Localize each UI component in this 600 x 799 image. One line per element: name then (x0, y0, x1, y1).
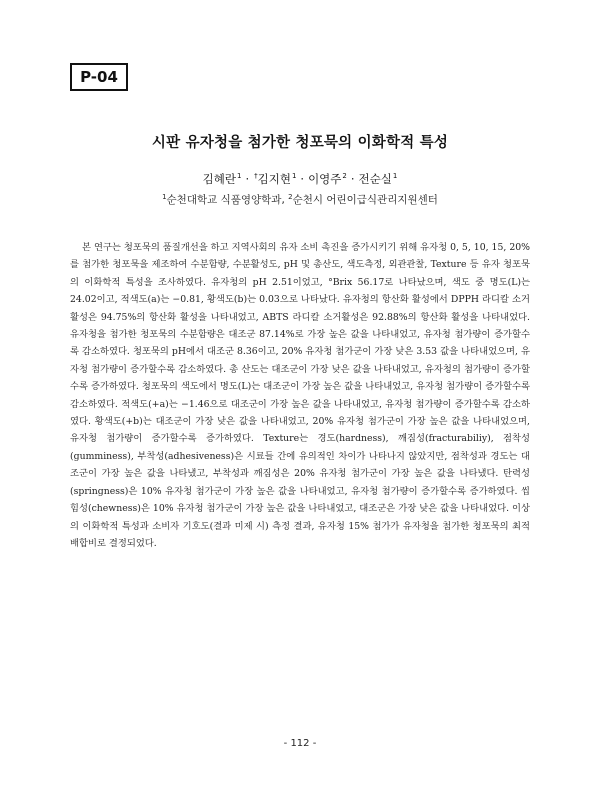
session-tag: P-04 (70, 63, 128, 91)
page-number: - 112 - (283, 738, 317, 749)
affiliation: $^1$순천대학교 식품영양학과, (162, 193, 285, 206)
author-name: †김지현$^1$ (254, 172, 297, 186)
author-separator: · (300, 172, 305, 186)
affiliation-line (0, 192, 600, 207)
abstract-body: 본 연구는 청포묵의 품질개선을 하고 지역사회의 유자 소비 촉진을 증가시키기 위해 유자청 0, 5, 10, 15, 20%를 첨가한 청포묵을 제조하여 수분함량, 수분활성도, pH 및 총산도, 색도측정, 외관관찰, Texture 등 유자 청포묵의 이화학적 특성을 조사하였다. 유자청의 pH 2.51이었고, °Brix 56.17로 나타났으며, 색도 중 명도(L)는 24.02이고, 적색도(a)는 −0.81, 황색도(b)는 0.03으로 나타났다. 유자청의 항산화 활성에서 DPPH 라디칼 소거활성은 94.75%의 항산화 활성을 나타내었고, ABTS 라디칼 소거활성은 92.88%의 항산화 활성을 나타내었다. 유자청을 첨가한 청포묵의 수분함량은 대조군 87.14%로 가장 높은 값을 나타내었고, 유자청 첨가량이 증가할수록 감소하였다. 청포묵의 pH에서 대조군 8.36이고, 20% 유자청 첨가군이 가장 낮은 3.53 값을 나타내었으며, 유자청 첨가량이 증가할수록 감소하였다. 총 산도는 대조군이 가장 낮은 값을 나타내었고, 유자청의 첨가량이 증가할수록 증가하였다. 청포묵의 색도에서 명도(L)는 대조군이 가장 높은 값을 나타내었고, 유자청 첨가량이 증가할수록 감소하였다. 적색도(+a)는 −1.46으로 대조군이 가장 높은 값을 나타내었고, 유자청 첨가량이 증가할수록 감소하였다. 황색도(+b)는 대조군이 가장 낮은 값을 나타내었고, 20% 유자청 첨가군이 가장 높은 값을 나타내었으며, 유자청 첨가량이 증가할수록 증가하였다. Texture는 경도(hardness), 깨짐성(fracturabiliy), 점착성(gumminess), 부착성(adhesiveness)은 시료들 간에 유의적인 차이가 나타나지 않았지만, 점착성과 경도는 대조군이 가장 높은 값을 나타냈고, 부착성과 깨짐성은 20% 유자청 첨가군이 가장 높은 값을 나타냈다. 탄력성(springness)은 10% 유자청 첨가군이 가장 높은 값을 나타내었고, 유자청 첨가량이 증가할수록 증가하였다. 씹힘성(chewness)은 10% 유자청 첨가군이 가장 높은 값을 나타내었고, 대조군은 가장 낮은 값을 나타내었다. 이상의 이화학적 특성과 소비자 기호도(결과 미제 시) 측정 결과, 유자청 15% 첨가가 유자청을 첨가한 청포묵의 최적배합비로 결정되었다. (70, 242, 530, 549)
author-name: 김혜란$^1$ (202, 172, 242, 186)
author-separator: · (350, 172, 355, 186)
corresponding-mark: † (254, 172, 258, 180)
author-name: 이영주$^2$ (308, 172, 347, 186)
affiliation: $^2$순천시 어린이급식관리지원센터 (288, 193, 438, 206)
author-name: 전순실$^1$ (358, 172, 398, 186)
paper-title: 시판 유자청을 첨가한 청포묵의 이화학적 특성 (151, 135, 449, 151)
author-separator: · (245, 172, 250, 186)
author-line (0, 171, 600, 187)
